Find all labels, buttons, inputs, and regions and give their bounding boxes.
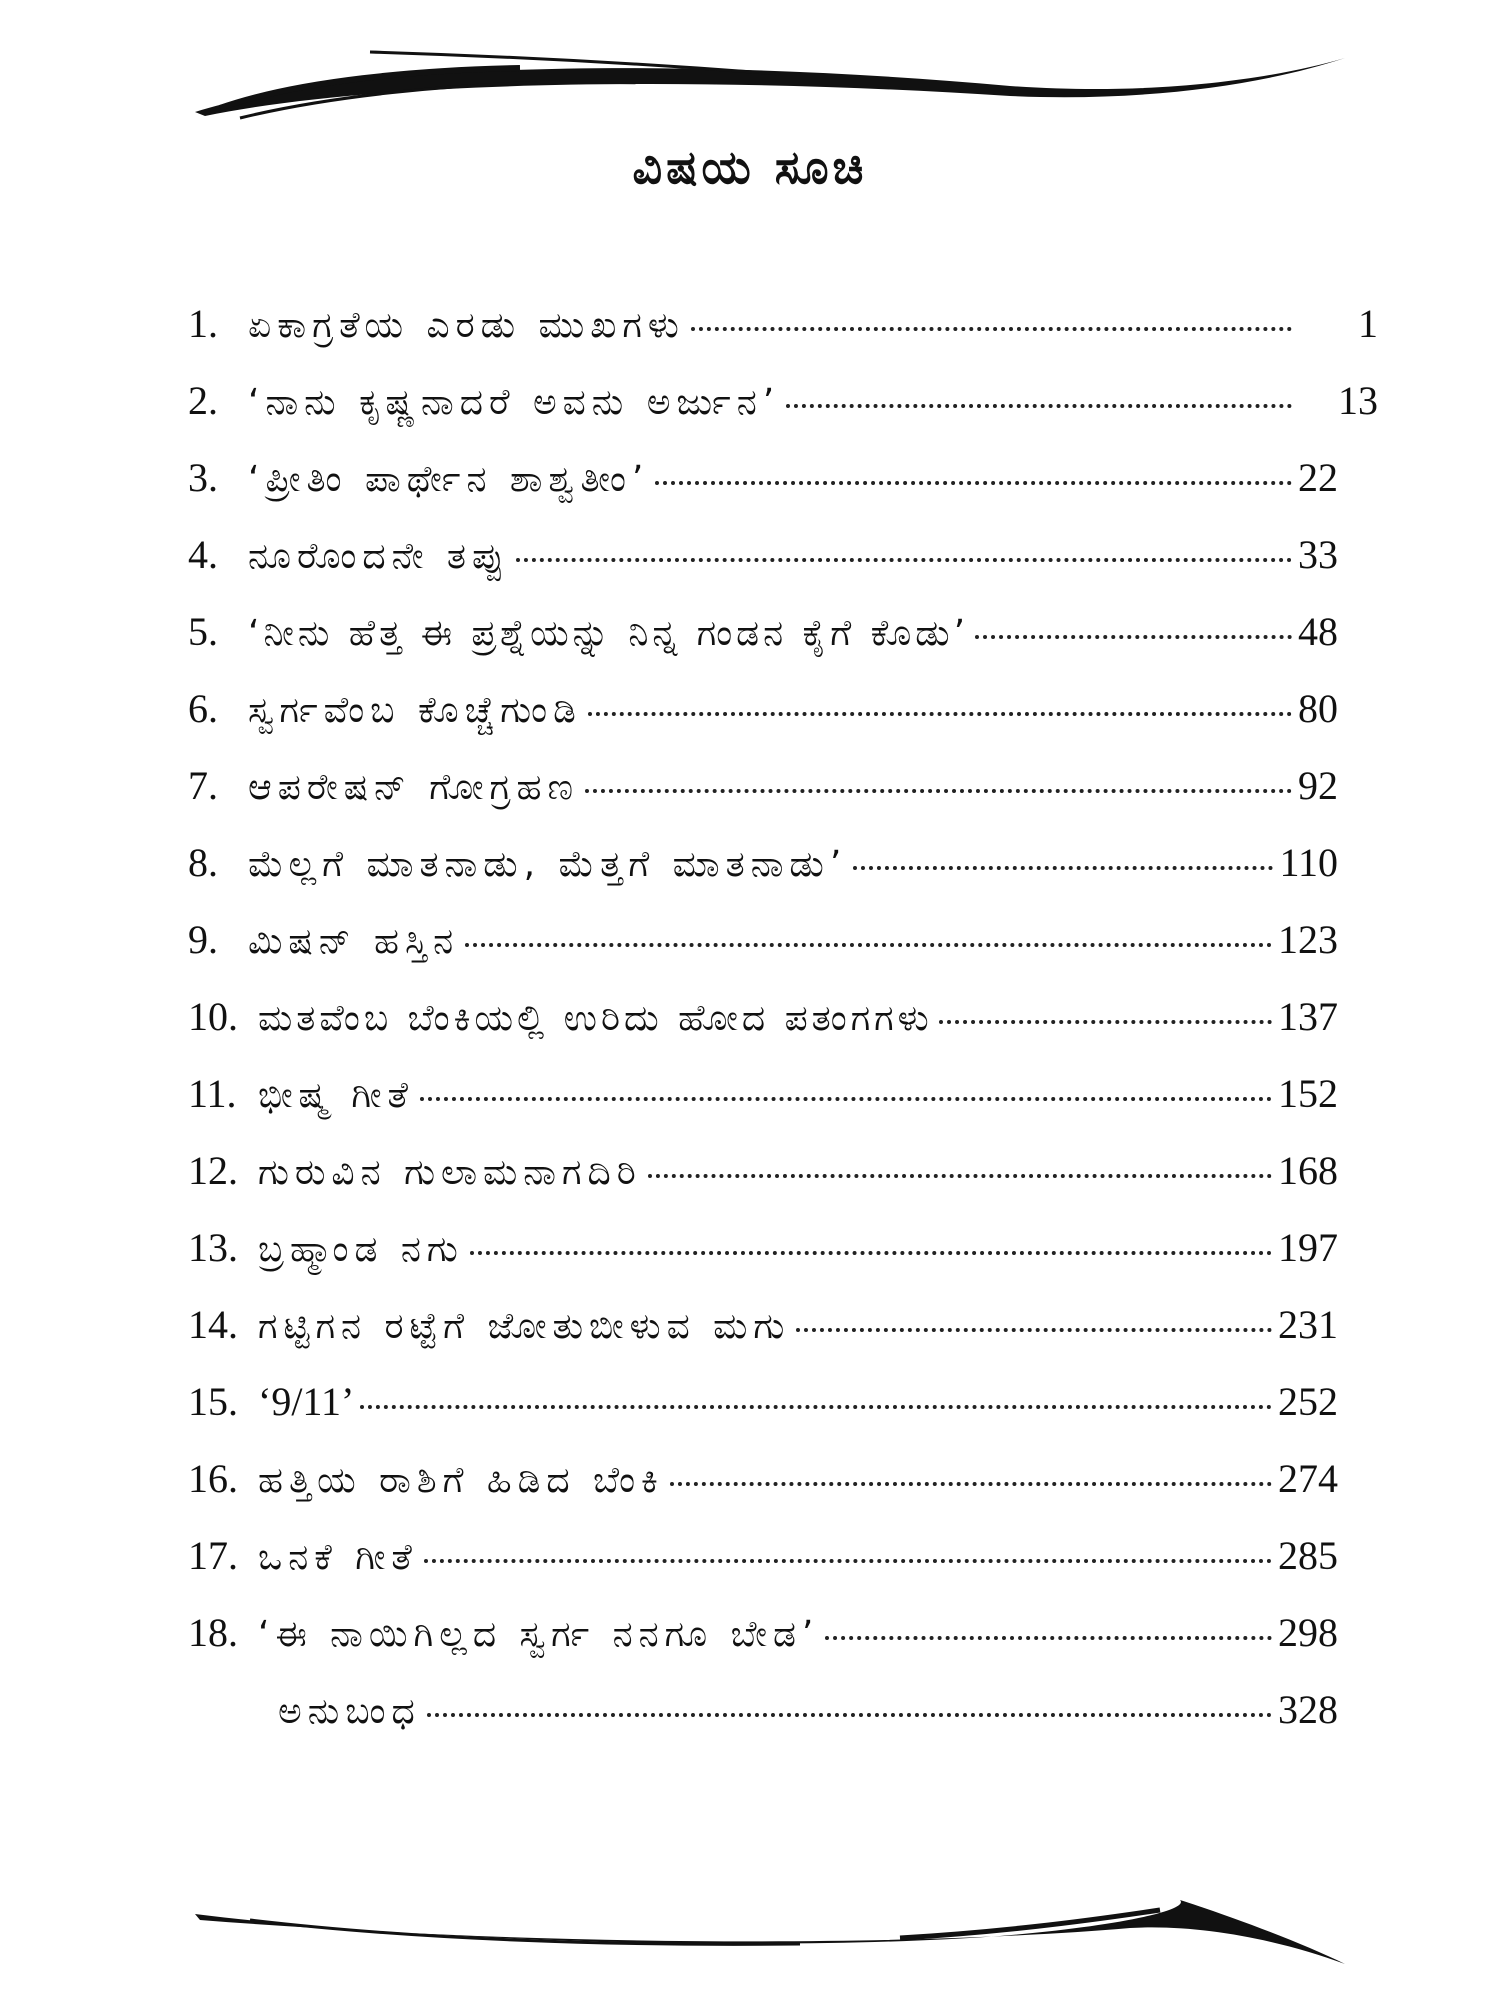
page-title: ವಿಷಯ ಸೂಚಿ	[632, 140, 868, 194]
dot-leader	[670, 1482, 1272, 1486]
entry-number: 1.	[188, 301, 218, 346]
toc-entry-7	[188, 762, 1338, 839]
entry-title: ‘9/11’	[258, 1379, 355, 1424]
entry-page: 22	[1298, 455, 1338, 500]
table-of-contents	[188, 300, 1378, 1756]
toc-entry-2	[188, 377, 1378, 454]
entry-title: ಸ್ವರ್ಗವೆಂಬ ಕೊಚ್ಚೆಗುಂಡಿ	[248, 690, 582, 731]
toc-entry-15	[188, 1378, 1338, 1455]
entry-page: 285	[1278, 1533, 1338, 1578]
bottom-brush-divider	[0, 1880, 1500, 2000]
entry-title: ಅನುಬಂಧ	[278, 1691, 421, 1732]
entry-page: 197	[1278, 1225, 1338, 1270]
toc-entry-4	[188, 531, 1338, 608]
dot-leader	[655, 481, 1292, 485]
entry-page: 110	[1279, 840, 1338, 885]
entry-title: ಬ್ರಹ್ಮಾಂಡ ನಗು	[258, 1229, 464, 1270]
dot-leader	[853, 866, 1273, 870]
dot-leader	[648, 1174, 1272, 1178]
entry-number: 5.	[188, 609, 218, 654]
entry-number: 6.	[188, 686, 218, 731]
toc-entry-12	[188, 1147, 1338, 1224]
entry-number: 8.	[188, 840, 218, 885]
dot-leader	[975, 635, 1292, 639]
entry-number: 14.	[188, 1302, 238, 1347]
dot-leader	[825, 1636, 1272, 1640]
dot-leader	[420, 1097, 1272, 1101]
entry-page: 328	[1278, 1687, 1338, 1732]
dot-leader	[939, 1020, 1272, 1024]
entry-page: 1	[1358, 301, 1378, 346]
entry-number: 3.	[188, 455, 218, 500]
toc-entry-16	[188, 1455, 1338, 1532]
entry-page: 231	[1278, 1302, 1338, 1347]
toc-entry-14	[188, 1301, 1338, 1378]
dot-leader	[427, 1713, 1272, 1717]
entry-page: 92	[1298, 763, 1338, 808]
entry-title: ‘ಪ್ರೀತಿಂ ಪಾರ್ಥೇನ ಶಾಶ್ವತೀಂ’	[248, 459, 650, 500]
toc-entry-6	[188, 685, 1338, 762]
entry-number: 11.	[188, 1071, 237, 1116]
toc-entry-10	[188, 993, 1338, 1070]
entry-title: ಗುರುವಿನ ಗುಲಾಮನಾಗದಿರಿ	[258, 1152, 642, 1193]
entry-title: ಒನಕೆ ಗೀತೆ	[258, 1537, 418, 1578]
entry-page: 152	[1278, 1071, 1338, 1116]
entry-number: 15.	[188, 1379, 238, 1424]
toc-entry-5	[188, 608, 1338, 685]
entry-title: ನೂರೊಂದನೇ ತಪ್ಪು	[248, 536, 511, 577]
entry-page: 33	[1298, 532, 1338, 577]
entry-number: 12.	[188, 1148, 238, 1193]
entry-number: 13.	[188, 1225, 238, 1270]
entry-page: 123	[1278, 917, 1338, 962]
dot-leader	[796, 1328, 1272, 1332]
entry-title: ‘ಈ ನಾಯಿಗಿಲ್ಲದ ಸ್ವರ್ಗ ನನಗೂ ಬೇಡ’	[258, 1614, 820, 1655]
entry-title: ‘ನೀನು ಹೆತ್ತ ಈ ಪ್ರಶ್ನೆಯನ್ನು ನಿನ್ನ ಗಂಡನ ಕೈಗೆ ಕೊಡು’	[248, 613, 970, 654]
entry-title: ಹತ್ತಿಯ ರಾಶಿಗೆ ಹಿಡಿದ ಬೆಂಕಿ	[258, 1460, 664, 1501]
entry-title: ಭೀಷ್ಮ ಗೀತೆ	[258, 1075, 414, 1116]
toc-entry-appendix	[188, 1686, 1338, 1756]
entry-page: 48	[1298, 609, 1338, 654]
entry-title: ಮತವೆಂಬ ಬೆಂಕಿಯಲ್ಲಿ ಉರಿದು ಹೋದ ಪತಂಗಗಳು	[258, 998, 933, 1039]
dot-leader	[786, 404, 1292, 408]
entry-page: 274	[1278, 1456, 1338, 1501]
dot-leader	[516, 558, 1292, 562]
entry-page: 168	[1278, 1148, 1338, 1193]
entry-title: ಏಕಾಗ್ರತೆಯ ಎರಡು ಮುಖಗಳು	[248, 305, 685, 346]
entry-page: 13	[1338, 378, 1378, 423]
toc-entry-17	[188, 1532, 1338, 1609]
toc-entry-1	[188, 300, 1378, 377]
toc-entry-9	[188, 916, 1338, 993]
toc-entry-3	[188, 454, 1338, 531]
entry-number: 17.	[188, 1533, 238, 1578]
entry-number: 7.	[188, 763, 218, 808]
entry-page: 137	[1278, 994, 1338, 1039]
entry-page: 80	[1298, 686, 1338, 731]
entry-page: 252	[1278, 1379, 1338, 1424]
entry-number: 16.	[188, 1456, 238, 1501]
entry-number: 9.	[188, 917, 218, 962]
entry-title: ಮೆಲ್ಲಗೆ ಮಾತನಾಡು, ಮೆತ್ತಗೆ ಮಾತನಾಡು’	[248, 844, 848, 885]
entry-title: ಗಟ್ಟಿಗನ ರಟ್ಟೆಗೆ ಜೋತುಬೀಳುವ ಮಗು	[258, 1306, 791, 1347]
dot-leader	[470, 1251, 1272, 1255]
dot-leader	[465, 943, 1272, 947]
entry-page: 298	[1278, 1610, 1338, 1655]
entry-number: 18.	[188, 1610, 238, 1655]
entry-number: 4.	[188, 532, 218, 577]
toc-entry-8	[188, 839, 1338, 916]
toc-entry-18	[188, 1609, 1338, 1686]
entry-title: ಆಪರೇಷನ್ ಗೋಗ್ರಹಣ	[248, 767, 580, 808]
entry-title: ಮಿಷನ್ ಹಸ್ತಿನ	[248, 921, 460, 962]
toc-entry-11	[188, 1070, 1338, 1147]
dot-leader	[588, 712, 1292, 716]
entry-title: ‘ನಾನು ಕೃಷ್ಣನಾದರೆ ಅವನು ಅರ್ಜುನ’	[248, 382, 781, 423]
dot-leader	[424, 1559, 1272, 1563]
dot-leader	[691, 327, 1292, 331]
entry-number: 2.	[188, 378, 218, 423]
dot-leader	[360, 1405, 1272, 1409]
entry-number: 10.	[188, 994, 238, 1039]
toc-entry-13	[188, 1224, 1338, 1301]
dot-leader	[585, 789, 1292, 793]
